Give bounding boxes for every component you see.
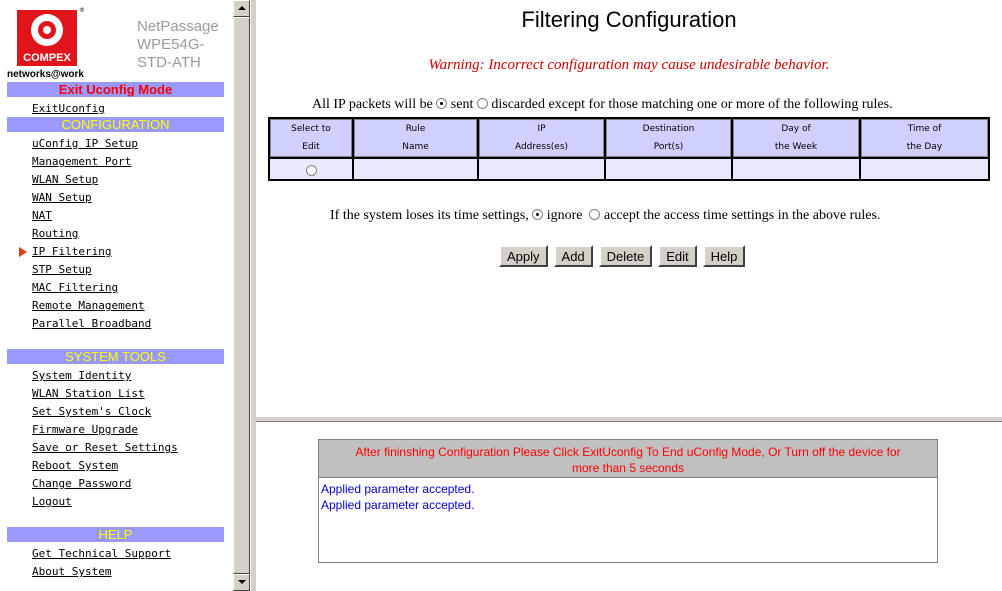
sidebar-item-ip-filtering[interactable]: IP Filtering	[32, 245, 112, 258]
edit-button[interactable]: Edit	[658, 245, 696, 267]
product-line: NetPassage	[137, 18, 219, 35]
scroll-down-button[interactable]	[233, 574, 250, 591]
sidebar-scrollbar[interactable]	[233, 0, 250, 591]
sidebar-item-routing[interactable]: Routing	[32, 227, 79, 240]
warning-text: Warning: Incorrect configuration may cause undesirable behavior.	[428, 57, 830, 73]
configuration-header: CONFIGURATION	[7, 117, 224, 132]
sidebar-item-wan-setup[interactable]: WAN Setup	[32, 191, 92, 204]
table-header-row	[270, 119, 988, 157]
sidebar-item-nat[interactable]: NAT	[32, 209, 52, 222]
header-line: Select to	[291, 124, 331, 134]
header-line: Address(es)	[514, 142, 569, 152]
active-arrow-icon	[19, 247, 27, 257]
header-line: IP	[537, 124, 546, 134]
status-frame	[256, 422, 1002, 591]
header-line: Port(s)	[653, 142, 684, 152]
action-buttons	[499, 245, 751, 267]
col-destination-port	[606, 119, 731, 157]
sidebar-item-reboot-system[interactable]: Reboot System	[32, 459, 119, 472]
header-line: the Week	[774, 142, 818, 152]
notice-line: more than 5 seconds	[571, 461, 685, 475]
filter-rules-table	[268, 117, 990, 181]
col-day-of-week	[733, 119, 859, 157]
time-prefix: If the system loses its time settings,	[330, 208, 529, 223]
system-tools-header: SYSTEM TOOLS	[7, 349, 224, 364]
sidebar-item-uconfig-ip-setup[interactable]: uConfig IP Setup	[32, 137, 138, 150]
packet-policy-row	[312, 97, 893, 113]
time-of-day-cell	[861, 159, 988, 179]
apply-button[interactable]: Apply	[499, 245, 548, 267]
radio-accept-label: accept	[603, 208, 640, 223]
sidebar-item-set-system-clock[interactable]: Set System's Clock	[32, 405, 152, 418]
sidebar-item-remote-management[interactable]: Remote Management	[32, 299, 145, 312]
globe-icon	[31, 14, 63, 46]
add-button[interactable]: Add	[554, 245, 593, 267]
sidebar-item-mac-filtering[interactable]: MAC Filtering	[32, 281, 119, 294]
sidebar-item-system-identity[interactable]: System Identity	[32, 369, 132, 382]
header-line: Edit	[302, 142, 320, 152]
policy-prefix: All IP packets will be	[312, 97, 433, 112]
radio-discarded-label: discarded	[491, 97, 546, 112]
delete-button[interactable]: Delete	[599, 245, 653, 267]
product-line: STD-ATH	[137, 54, 201, 71]
message-log	[318, 477, 938, 563]
help-header: HELP	[7, 527, 224, 542]
policy-suffix: except for those matching one or more of the following rules.	[548, 97, 893, 112]
product-name	[137, 18, 233, 72]
col-time-of-day	[861, 119, 988, 157]
arrow-up-icon	[238, 6, 246, 10]
col-select-to-edit	[270, 119, 352, 157]
header-line: Rule	[405, 124, 426, 134]
notice-line: After fininshing Configuration Please Click ExitUconfig To End uConfig Mode, Or Turn off the device for	[355, 445, 901, 459]
exit-uconfig-link[interactable]: ExitUconfig	[32, 102, 105, 115]
row-select-radio[interactable]	[306, 165, 317, 176]
destination-port-cell	[606, 159, 731, 179]
header-line: Name	[402, 142, 429, 152]
scrollbar-thumb[interactable]	[233, 17, 250, 574]
select-cell	[270, 159, 352, 179]
sidebar-item-firmware-upgrade[interactable]: Firmware Upgrade	[32, 423, 138, 436]
radio-sent-label: sent	[450, 97, 474, 112]
logo-brand-text: COMPEX	[23, 52, 71, 64]
sidebar-item-change-password[interactable]: Change Password	[32, 477, 132, 490]
radio-discarded[interactable]	[477, 98, 488, 109]
page-title: Filtering Configuration	[521, 7, 737, 32]
message-line: Applied parameter accepted.	[321, 498, 475, 512]
sidebar-frame	[0, 0, 233, 591]
radio-accept[interactable]	[589, 209, 600, 220]
radio-sent[interactable]	[436, 98, 447, 109]
col-ip-address	[479, 119, 604, 157]
sidebar-item-save-reset-settings[interactable]: Save or Reset Settings	[32, 441, 178, 454]
header-line: the Day	[906, 142, 943, 152]
arrow-down-icon	[238, 580, 246, 584]
product-line: WPE54G-	[137, 36, 205, 53]
day-of-week-cell	[733, 159, 859, 179]
header-line: Day of	[781, 124, 811, 134]
sidebar-item-stp-setup[interactable]: STP Setup	[32, 263, 92, 276]
sidebar-item-management-port[interactable]: Management Port	[32, 155, 132, 168]
sidebar-item-get-technical-support[interactable]: Get Technical Support	[32, 547, 172, 560]
radio-ignore-label: ignore	[546, 208, 583, 223]
exit-notice	[318, 439, 938, 477]
sidebar-item-logout[interactable]: Logout	[32, 495, 72, 508]
rule-name-cell	[354, 159, 477, 179]
compex-logo	[17, 10, 77, 66]
header-line: Destination	[642, 124, 695, 134]
sidebar-item-about-system[interactable]: About System	[32, 565, 112, 578]
scroll-up-button[interactable]	[233, 0, 250, 17]
time-settings-row	[330, 208, 880, 224]
registered-mark: ®	[79, 7, 85, 14]
help-button[interactable]: Help	[703, 245, 746, 267]
exit-uconfig-header: Exit Uconfig Mode	[7, 82, 224, 97]
time-suffix: the access time settings in the above rules.	[643, 208, 881, 223]
message-line: Applied parameter accepted.	[321, 482, 475, 496]
table-row	[270, 159, 988, 179]
sidebar-item-wlan-setup[interactable]: WLAN Setup	[32, 173, 99, 186]
header-line: Time of	[907, 124, 942, 134]
sidebar-item-wlan-station-list[interactable]: WLAN Station List	[32, 387, 145, 400]
ip-address-cell	[479, 159, 604, 179]
tagline: networks@work	[7, 69, 84, 80]
main-frame	[256, 0, 1002, 416]
radio-ignore[interactable]	[532, 209, 543, 220]
sidebar-item-parallel-broadband[interactable]: Parallel Broadband	[32, 317, 152, 330]
col-rule-name	[354, 119, 477, 157]
